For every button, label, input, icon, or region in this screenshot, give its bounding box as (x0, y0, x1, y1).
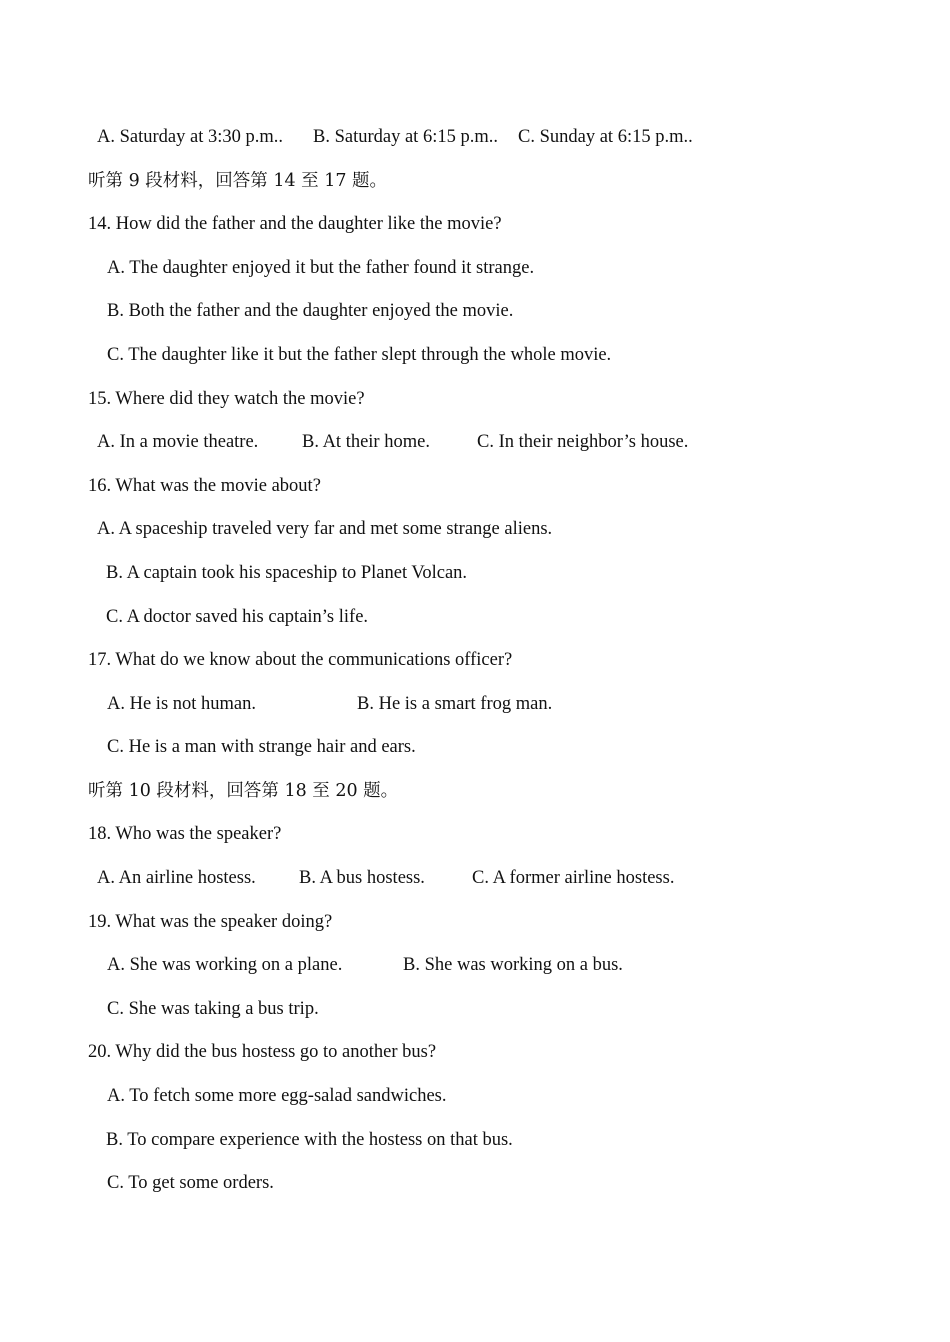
q13-option-b: B. Saturday at 6:15 p.m.. (313, 127, 498, 147)
q15-options-row (97, 429, 797, 455)
q20-option-c: C. To get some orders. (107, 1173, 274, 1193)
q18-option-a: A. An airline hostess. (97, 868, 256, 888)
q13-option-a: A. Saturday at 3:30 p.m.. (97, 127, 284, 147)
q19-option-b: B. She was working on a bus. (403, 955, 623, 975)
q15-option-b: B. At their home. (302, 432, 430, 452)
q20-option-a: A. To fetch some more egg-salad sandwiches. (107, 1086, 447, 1106)
q16-option-c: C. A doctor saved his captain’s life. (106, 607, 369, 627)
q14-option-b: B. Both the father and the daughter enjoyed the movie. (107, 301, 514, 321)
q14-option-c: C. The daughter like it but the father slept through the whole movie. (107, 345, 612, 365)
q19-options-row (107, 952, 707, 978)
q19-question: 19. What was the speaker doing? (88, 912, 333, 932)
q17-question: 17. What do we know about the communications officer? (88, 650, 513, 670)
q13-option-c: C. Sunday at 6:15 p.m.. (518, 127, 693, 147)
q17-options-row (107, 691, 707, 717)
q16-option-a: A. A spaceship traveled very far and met some strange aliens. (97, 519, 553, 539)
q20-question: 20. Why did the bus hostess go to another bus? (88, 1042, 437, 1062)
section-10-instruction: 听第 10 段材料，回答第 18 至 20 题。 (88, 781, 399, 801)
q19-option-c: C. She was taking a bus trip. (107, 999, 319, 1019)
q15-option-a: A. In a movie theatre. (97, 432, 259, 452)
q18-question: 18. Who was the speaker? (88, 824, 282, 844)
q18-option-b: B. A bus hostess. (299, 868, 425, 888)
q14-option-a: A. The daughter enjoyed it but the father found it strange. (107, 258, 535, 278)
q15-question: 15. Where did they watch the movie? (88, 389, 365, 409)
q20-option-b: B. To compare experience with the hostess on that bus. (106, 1130, 513, 1150)
q17-option-a: A. He is not human. (107, 694, 257, 714)
q16-option-b: B. A captain took his spaceship to Planet Volcan. (106, 563, 468, 583)
section-9-instruction: 听第 9 段材料，回答第 14 至 17 题。 (88, 171, 388, 191)
q17-option-c: C. He is a man with strange hair and ears. (107, 737, 416, 757)
q16-question: 16. What was the movie about? (88, 476, 321, 496)
q14-question: 14. How did the father and the daughter like the movie? (88, 214, 502, 234)
q17-option-b: B. He is a smart frog man. (357, 694, 553, 714)
q15-option-c: C. In their neighbor’s house. (477, 432, 689, 452)
q13-options-row (97, 124, 797, 150)
q18-option-c: C. A former airline hostess. (472, 868, 675, 888)
q19-option-a: A. She was working on a plane. (107, 955, 343, 975)
q18-options-row (97, 865, 797, 891)
